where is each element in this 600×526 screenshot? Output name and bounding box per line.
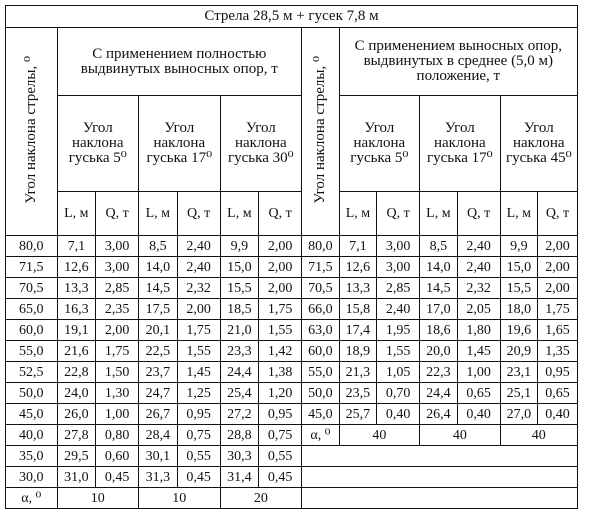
value-cell: 0,65	[457, 383, 500, 404]
value-cell: 1,38	[259, 362, 302, 383]
table-row	[6, 257, 578, 278]
value-cell: 0,70	[377, 383, 420, 404]
table-row	[6, 299, 578, 320]
column-header: L, м	[139, 192, 178, 236]
value-cell: 0,95	[538, 362, 578, 383]
value-cell: 25,7	[339, 404, 377, 425]
table-row	[6, 425, 578, 446]
boom-angle-cell: 63,0	[302, 320, 340, 341]
value-cell: 31,3	[139, 467, 178, 488]
load-chart-table	[5, 5, 578, 509]
value-cell: 1,50	[96, 362, 139, 383]
value-cell: 28,4	[139, 425, 178, 446]
alpha-value: 10	[139, 488, 221, 509]
boom-angle-cell: 50,0	[302, 383, 340, 404]
value-cell: 7,1	[57, 236, 96, 257]
right-subgroup-header: Угол наклона гуська 5⁰	[339, 96, 419, 192]
right-group-header: С применением выносных опор, выдвинутых в среднее (5,0 м) положение, т	[339, 28, 577, 96]
value-cell: 29,5	[57, 446, 96, 467]
value-cell: 18,0	[500, 299, 538, 320]
value-cell: 14,5	[420, 278, 458, 299]
value-cell: 2,05	[457, 299, 500, 320]
column-header: Q, т	[259, 192, 302, 236]
value-cell: 2,00	[538, 236, 578, 257]
column-header: Q, т	[177, 192, 220, 236]
value-cell: 2,40	[177, 236, 220, 257]
value-cell: 21,6	[57, 341, 96, 362]
table-row	[6, 362, 578, 383]
boom-angle-cell: 70,5	[6, 278, 58, 299]
value-cell: 14,5	[139, 278, 178, 299]
value-cell: 0,75	[259, 425, 302, 446]
value-cell: 18,5	[220, 299, 259, 320]
right-subgroup-header: Угол наклона гуська 17⁰	[420, 96, 500, 192]
table-title: Стрела 28,5 м + гусек 7,8 м	[6, 6, 578, 28]
boom-angle-cell: 65,0	[6, 299, 58, 320]
boom-angle-header-left	[6, 28, 58, 236]
boom-angle-cell: 80,0	[6, 236, 58, 257]
value-cell: 3,00	[96, 257, 139, 278]
value-cell: 27,2	[220, 404, 259, 425]
value-cell: 2,32	[177, 278, 220, 299]
table-row	[6, 278, 578, 299]
value-cell: 13,3	[57, 278, 96, 299]
value-cell: 22,3	[420, 362, 458, 383]
table-row	[6, 404, 578, 425]
table-row	[6, 320, 578, 341]
value-cell: 3,00	[377, 257, 420, 278]
value-cell: 0,60	[96, 446, 139, 467]
value-cell: 0,45	[96, 467, 139, 488]
boom-angle-cell: 71,5	[6, 257, 58, 278]
value-cell: 30,1	[139, 446, 178, 467]
boom-angle-cell: 30,0	[6, 467, 58, 488]
value-cell: 19,6	[500, 320, 538, 341]
value-cell: 20,1	[139, 320, 178, 341]
column-header: Q, т	[457, 192, 500, 236]
left-group-header: С применением полностью выдвинутых выносных опор, т	[57, 28, 302, 96]
value-cell: 13,3	[339, 278, 377, 299]
value-cell: 2,00	[538, 257, 578, 278]
value-cell: 27,8	[57, 425, 96, 446]
value-cell: 19,1	[57, 320, 96, 341]
boom-angle-cell: 80,0	[302, 236, 340, 257]
value-cell: 0,45	[177, 467, 220, 488]
value-cell: 2,00	[538, 278, 578, 299]
value-cell: 20,0	[420, 341, 458, 362]
value-cell: 23,5	[339, 383, 377, 404]
alpha-value: 40	[500, 425, 577, 446]
alpha-value: 20	[220, 488, 302, 509]
value-cell: 0,40	[377, 404, 420, 425]
boom-angle-cell: 60,0	[302, 341, 340, 362]
value-cell: 1,75	[96, 341, 139, 362]
value-cell: 2,32	[457, 278, 500, 299]
value-cell: 1,20	[259, 383, 302, 404]
value-cell: 3,00	[377, 236, 420, 257]
value-cell: 2,85	[377, 278, 420, 299]
value-cell: 24,4	[220, 362, 259, 383]
boom-angle-cell: 60,0	[6, 320, 58, 341]
value-cell: 24,4	[420, 383, 458, 404]
value-cell: 12,6	[57, 257, 96, 278]
table-row	[6, 236, 578, 257]
value-cell: 28,8	[220, 425, 259, 446]
column-header: L, м	[500, 192, 538, 236]
value-cell: 24,0	[57, 383, 96, 404]
value-cell: 1,00	[96, 404, 139, 425]
value-cell: 1,45	[177, 362, 220, 383]
value-cell: 2,00	[259, 236, 302, 257]
value-cell: 0,55	[259, 446, 302, 467]
value-cell: 2,40	[377, 299, 420, 320]
boom-angle-cell: 50,0	[6, 383, 58, 404]
value-cell: 1,75	[259, 299, 302, 320]
value-cell: 1,75	[177, 320, 220, 341]
value-cell: 7,1	[339, 236, 377, 257]
value-cell: 2,85	[96, 278, 139, 299]
value-cell: 17,5	[139, 299, 178, 320]
column-header: L, м	[57, 192, 96, 236]
value-cell: 9,9	[500, 236, 538, 257]
value-cell: 0,75	[177, 425, 220, 446]
column-header: L, м	[220, 192, 259, 236]
table-row	[6, 446, 578, 467]
boom-angle-cell: 35,0	[6, 446, 58, 467]
value-cell: 1,75	[538, 299, 578, 320]
value-cell: 15,5	[500, 278, 538, 299]
value-cell: 2,40	[177, 257, 220, 278]
value-cell: 14,0	[139, 257, 178, 278]
value-cell: 8,5	[139, 236, 178, 257]
value-cell: 1,42	[259, 341, 302, 362]
value-cell: 26,0	[57, 404, 96, 425]
value-cell: 21,3	[339, 362, 377, 383]
table-row	[6, 383, 578, 404]
value-cell: 22,8	[57, 362, 96, 383]
value-cell: 0,95	[259, 404, 302, 425]
value-cell: 23,7	[139, 362, 178, 383]
table-row	[6, 467, 578, 488]
value-cell: 0,95	[177, 404, 220, 425]
value-cell: 31,4	[220, 467, 259, 488]
value-cell: 12,6	[339, 257, 377, 278]
value-cell: 15,0	[220, 257, 259, 278]
left-subgroup-header: Угол наклона гуська 5⁰	[57, 96, 139, 192]
value-cell: 0,40	[457, 404, 500, 425]
value-cell: 1,55	[177, 341, 220, 362]
value-cell: 26,7	[139, 404, 178, 425]
value-cell: 1,55	[259, 320, 302, 341]
value-cell: 23,3	[220, 341, 259, 362]
value-cell: 2,00	[259, 278, 302, 299]
value-cell: 2,35	[96, 299, 139, 320]
table-row	[6, 341, 578, 362]
value-cell: 25,4	[220, 383, 259, 404]
value-cell: 1,45	[457, 341, 500, 362]
value-cell: 0,65	[538, 383, 578, 404]
alpha-label: α, ⁰	[302, 425, 340, 446]
value-cell: 16,3	[57, 299, 96, 320]
boom-angle-label: Угол наклона стрелы, ⁰	[22, 55, 39, 204]
value-cell: 1,05	[377, 362, 420, 383]
value-cell: 15,0	[500, 257, 538, 278]
boom-angle-cell: 52,5	[6, 362, 58, 383]
empty-area	[302, 488, 578, 509]
table-row	[6, 488, 578, 509]
value-cell: 1,95	[377, 320, 420, 341]
value-cell: 1,65	[538, 320, 578, 341]
value-cell: 23,1	[500, 362, 538, 383]
value-cell: 18,9	[339, 341, 377, 362]
value-cell: 2,00	[96, 320, 139, 341]
left-subgroup-header: Угол наклона гуська 30⁰	[220, 96, 302, 192]
value-cell: 0,55	[177, 446, 220, 467]
value-cell: 1,35	[538, 341, 578, 362]
empty-area	[302, 446, 578, 467]
column-header: Q, т	[538, 192, 578, 236]
boom-angle-cell: 45,0	[302, 404, 340, 425]
value-cell: 1,80	[457, 320, 500, 341]
boom-angle-label: Угол наклона стрелы, ⁰	[311, 55, 328, 204]
value-cell: 25,1	[500, 383, 538, 404]
value-cell: 2,40	[457, 236, 500, 257]
value-cell: 2,00	[259, 257, 302, 278]
alpha-label: α, ⁰	[6, 488, 58, 509]
value-cell: 9,9	[220, 236, 259, 257]
boom-angle-header-right	[302, 28, 340, 236]
boom-angle-cell: 71,5	[302, 257, 340, 278]
boom-angle-cell: 55,0	[302, 362, 340, 383]
boom-angle-cell: 55,0	[6, 341, 58, 362]
value-cell: 18,6	[420, 320, 458, 341]
value-cell: 2,40	[457, 257, 500, 278]
column-header: L, м	[420, 192, 458, 236]
value-cell: 1,25	[177, 383, 220, 404]
boom-angle-cell: 66,0	[302, 299, 340, 320]
value-cell: 1,30	[96, 383, 139, 404]
boom-angle-cell: 45,0	[6, 404, 58, 425]
value-cell: 0,45	[259, 467, 302, 488]
value-cell: 3,00	[96, 236, 139, 257]
alpha-value: 40	[420, 425, 500, 446]
value-cell: 15,5	[220, 278, 259, 299]
boom-angle-cell: 40,0	[6, 425, 58, 446]
left-subgroup-header: Угол наклона гуська 17⁰	[139, 96, 221, 192]
value-cell: 1,55	[377, 341, 420, 362]
value-cell: 1,00	[457, 362, 500, 383]
value-cell: 31,0	[57, 467, 96, 488]
empty-area	[302, 467, 578, 488]
value-cell: 26,4	[420, 404, 458, 425]
value-cell: 21,0	[220, 320, 259, 341]
value-cell: 17,0	[420, 299, 458, 320]
value-cell: 2,00	[177, 299, 220, 320]
column-header: L, м	[339, 192, 377, 236]
column-header: Q, т	[96, 192, 139, 236]
value-cell: 0,80	[96, 425, 139, 446]
right-subgroup-header: Угол наклона гуська 45⁰	[500, 96, 577, 192]
alpha-value: 40	[339, 425, 419, 446]
value-cell: 0,40	[538, 404, 578, 425]
value-cell: 22,5	[139, 341, 178, 362]
value-cell: 24,7	[139, 383, 178, 404]
value-cell: 30,3	[220, 446, 259, 467]
value-cell: 27,0	[500, 404, 538, 425]
value-cell: 17,4	[339, 320, 377, 341]
value-cell: 8,5	[420, 236, 458, 257]
value-cell: 20,9	[500, 341, 538, 362]
boom-angle-cell: 70,5	[302, 278, 340, 299]
column-header: Q, т	[377, 192, 420, 236]
value-cell: 14,0	[420, 257, 458, 278]
value-cell: 15,8	[339, 299, 377, 320]
alpha-value: 10	[57, 488, 139, 509]
